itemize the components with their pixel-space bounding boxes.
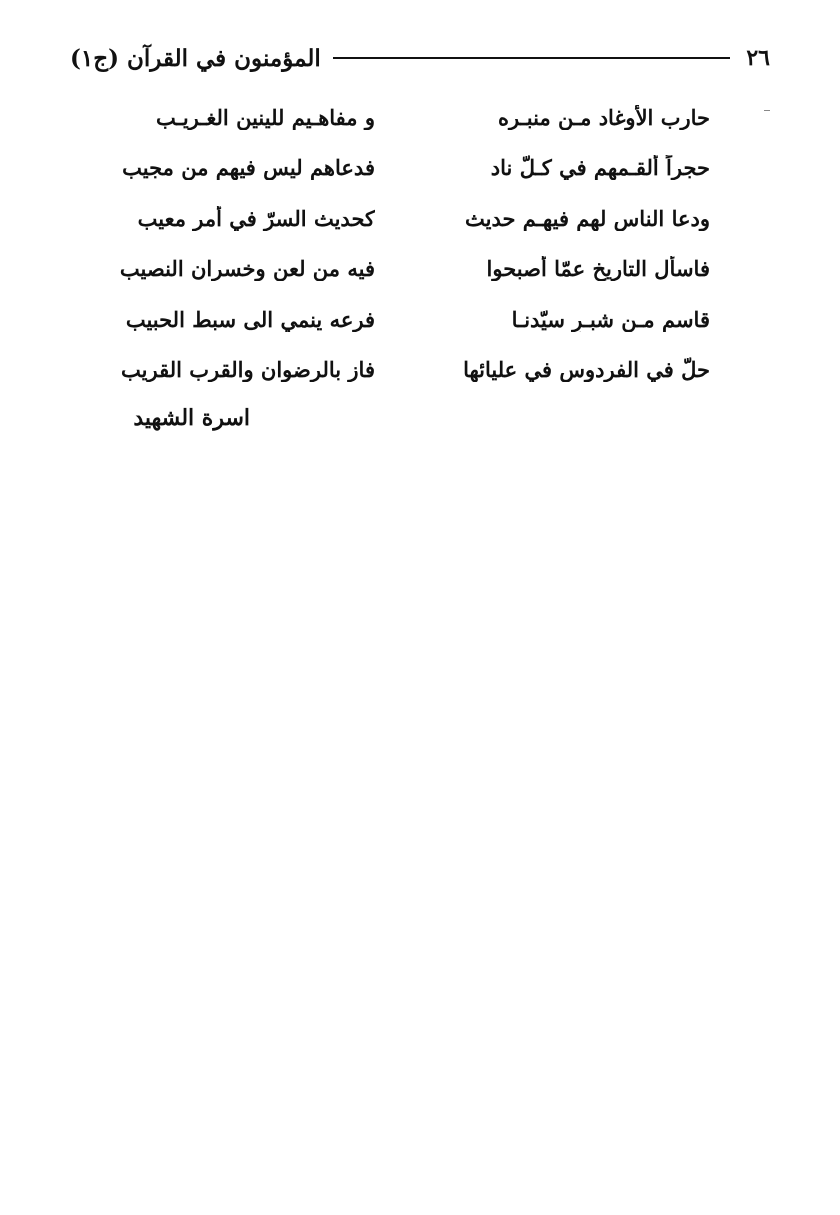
page-number: ٢٦ [746, 45, 770, 71]
verse-first-hemistich: ودعا الناس لهم فيهـم حديث [465, 205, 710, 231]
poem [120, 92, 710, 395]
page-header [70, 38, 770, 78]
poem-signature: اسرة الشهيد [133, 405, 250, 431]
verse-first-hemistich: حلّ في الفردوس في عليائها [463, 357, 710, 383]
poem-verse [120, 193, 710, 244]
verse-second-hemistich: و مفاهـيم للينين الغـريـب [156, 104, 375, 130]
running-title: المؤمنون في القرآن (ج١) [70, 44, 321, 72]
poem-verse [120, 143, 710, 194]
verse-first-hemistich: فاسأل التاريخ عمّا أصبحوا [486, 256, 710, 282]
verse-second-hemistich: فرعه ينمي الى سبط الحبيب [125, 306, 375, 332]
verse-second-hemistich: كحديث السرّ في أمر معيب [137, 205, 375, 231]
scan-speck [764, 110, 770, 111]
verse-first-hemistich: قاسم مـن شبـرٍ سيّدنـا [511, 306, 710, 332]
verse-second-hemistich: فدعاهم ليس فيهم من مجيب [122, 155, 375, 181]
verse-second-hemistich: فيه من لعن وخسران النصيب [120, 256, 375, 282]
poem-verse [120, 345, 710, 396]
verse-first-hemistich: حارب الأوغاد مـن منبـره [498, 104, 710, 130]
header-rule [333, 57, 731, 59]
verse-second-hemistich: فاز بالرضوان والقرب القريب [121, 357, 375, 383]
poem-verse [120, 294, 710, 345]
verse-first-hemistich: حجراً ألقـمهم في كـلّ ناد [490, 155, 710, 181]
poem-verse [120, 244, 710, 295]
poem-verse [120, 92, 710, 143]
